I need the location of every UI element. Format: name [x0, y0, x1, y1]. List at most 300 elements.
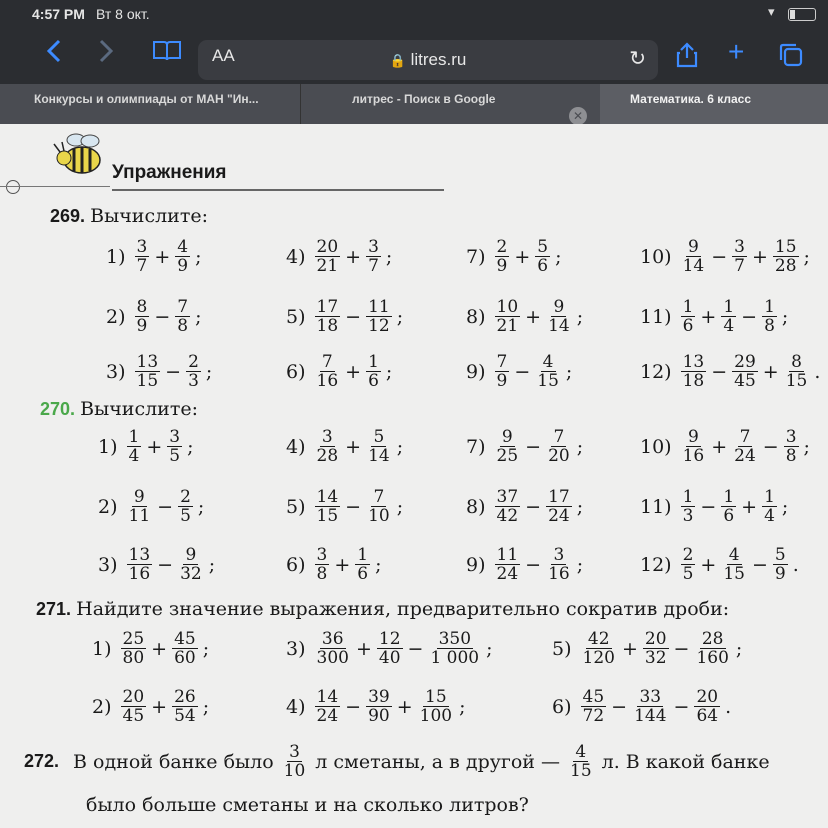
fraction [495, 298, 521, 335]
fraction [732, 428, 758, 465]
exercise-item [286, 630, 495, 667]
fraction [366, 428, 392, 465]
operator: + [621, 637, 638, 660]
numerator: 2 [188, 352, 199, 372]
exercise-item [92, 688, 211, 725]
numerator: 39 [368, 687, 390, 707]
numerator: 14 [316, 487, 339, 507]
numerator: 36 [321, 629, 344, 649]
operator: − [711, 245, 728, 268]
fraction [681, 488, 696, 525]
operator: − [345, 695, 362, 718]
exercise-item [286, 238, 394, 275]
fraction [762, 298, 777, 335]
url-field[interactable] [198, 50, 658, 70]
operator: − [345, 305, 362, 328]
problem-text: Найдите значение выражения, предварительно сократив дроби: [76, 598, 730, 620]
tab-math-6[interactable] [600, 84, 828, 124]
item-end-punctuation: ; [486, 637, 493, 660]
fraction [495, 488, 521, 525]
problem-number: 272. [24, 751, 60, 771]
operator: + [741, 495, 758, 518]
denominator: 10 [368, 506, 390, 526]
numerator: 33 [639, 687, 662, 707]
item-label: 8) [466, 305, 486, 328]
numerator: 7 [553, 427, 565, 447]
operator: + [355, 637, 372, 660]
denominator: 42 [496, 506, 519, 526]
item-label: 11) [640, 495, 672, 518]
denominator: 8 [177, 316, 189, 336]
tabs-icon[interactable] [778, 42, 804, 73]
exercise-item [466, 353, 574, 390]
fraction [721, 488, 736, 525]
share-icon[interactable] [676, 42, 698, 73]
fraction [681, 546, 696, 583]
item-label: 11) [640, 305, 672, 328]
divider [0, 186, 110, 187]
item-label: 6) [552, 695, 572, 718]
fraction [121, 630, 147, 667]
fraction [315, 488, 341, 525]
fraction [784, 428, 799, 465]
fraction [546, 488, 572, 525]
item-label: 12) [640, 553, 672, 576]
fraction [546, 428, 572, 465]
exercise-item [640, 238, 812, 275]
operator: − [741, 305, 758, 328]
exercise-item [466, 428, 585, 465]
denominator: 15 [723, 564, 745, 584]
tab-label: литрес - Поиск в Google [352, 92, 496, 106]
operator: + [751, 245, 768, 268]
fraction [681, 238, 707, 275]
numerator: 7 [373, 487, 385, 507]
exercise-item [286, 488, 405, 525]
item-end-punctuation: ; [208, 553, 216, 576]
denominator: 300 [316, 648, 349, 668]
denominator: 5 [682, 564, 694, 584]
fraction [135, 353, 161, 390]
denominator: 15 [570, 761, 592, 781]
operator: − [751, 553, 768, 576]
denominator: 6 [682, 316, 694, 336]
problem-text: было больше сметаны и на сколько литров? [86, 794, 529, 816]
denominator: 7 [136, 256, 148, 276]
divider [112, 189, 444, 191]
numerator: 5 [373, 427, 385, 447]
numerator: 1 [723, 297, 735, 317]
numerator: 9 [501, 427, 513, 447]
operator: + [700, 553, 717, 576]
section-title: Упражнения [112, 162, 227, 183]
numerator: 1 [764, 487, 775, 507]
item-label: 10) [640, 435, 672, 458]
denominator: 8 [764, 316, 775, 336]
operator: + [345, 360, 362, 383]
exercise-item [286, 546, 384, 583]
fraction [495, 353, 510, 390]
numerator: 4 [728, 545, 740, 565]
numerator: 9 [688, 237, 699, 257]
item-label: 8) [466, 495, 486, 518]
item-label: 3) [106, 360, 126, 383]
tab-litres-search[interactable] [300, 84, 601, 124]
numerator: 11 [368, 297, 390, 317]
denominator: 60 [174, 648, 196, 668]
numerator: 7 [321, 352, 333, 372]
numerator: 9 [688, 427, 699, 447]
denominator: 15 [785, 371, 808, 391]
numerator: 13 [136, 352, 159, 372]
denominator: 14 [368, 446, 390, 466]
numerator: 29 [734, 352, 756, 372]
fraction [175, 298, 190, 335]
item-label: 12) [640, 360, 672, 383]
problem-text: Вычислите: [80, 398, 198, 420]
fraction [315, 238, 341, 275]
numerator: 1 [128, 427, 140, 447]
exercise-item [286, 353, 394, 390]
operator: − [154, 305, 171, 328]
operator: + [762, 360, 779, 383]
operator: − [157, 495, 174, 518]
exercise-item [552, 630, 744, 667]
item-end-punctuation: . [814, 360, 821, 383]
fraction [366, 353, 381, 390]
chevron-right-icon[interactable] [96, 38, 116, 69]
denominator: 10 [283, 761, 306, 781]
fraction [315, 353, 341, 390]
operator: + [151, 637, 168, 660]
denominator: 5 [169, 446, 181, 466]
denominator: 15 [136, 371, 159, 391]
denominator: 120 [582, 648, 615, 668]
operator: − [525, 495, 542, 518]
numerator: 13 [128, 545, 151, 565]
item-end-punctuation: ; [195, 245, 202, 268]
denominator: 64 [696, 706, 719, 726]
fraction [495, 238, 510, 275]
fraction [694, 688, 720, 725]
fraction [366, 238, 381, 275]
item-end-punctuation: ; [202, 637, 210, 660]
status-time: 4:57 PM [32, 6, 85, 22]
numerator: 2 [682, 545, 694, 565]
item-label: 5) [552, 637, 572, 660]
item-end-punctuation: ; [576, 495, 584, 518]
numerator: 12 [378, 629, 401, 649]
numerator: 4 [575, 742, 587, 762]
item-end-punctuation: ; [197, 495, 205, 518]
denominator: 25 [496, 446, 519, 466]
problem-header-271 [36, 598, 729, 620]
bee-icon [52, 130, 110, 184]
denominator: 24 [734, 446, 756, 466]
problem-text: Вычислите: [90, 205, 208, 227]
item-label: 1) [92, 637, 112, 660]
operator: + [146, 435, 163, 458]
exercise-item [640, 488, 790, 525]
denominator: 16 [682, 446, 705, 466]
denominator: 72 [582, 706, 605, 726]
fraction [535, 238, 550, 275]
fraction [784, 353, 810, 390]
operator: + [525, 305, 542, 328]
item-label: 2) [106, 305, 126, 328]
operator: + [151, 695, 168, 718]
numerator: 15 [774, 237, 797, 257]
item-label: 7) [466, 245, 486, 268]
denominator: 16 [128, 564, 151, 584]
item-label: 3) [98, 553, 118, 576]
numerator: 9 [553, 297, 565, 317]
numerator: 42 [587, 629, 610, 649]
tab-bar [0, 84, 828, 124]
operator: − [407, 637, 424, 660]
numerator: 4 [177, 237, 189, 257]
denominator: 5 [180, 506, 191, 526]
operator: − [711, 360, 728, 383]
denominator: 18 [682, 371, 705, 391]
denominator: 28 [316, 446, 339, 466]
operator: − [157, 553, 174, 576]
item-end-punctuation: ; [375, 553, 382, 576]
problem-272-line1 [24, 743, 770, 780]
denominator: 20 [548, 446, 570, 466]
denominator: 7 [368, 256, 379, 276]
numerator: 3 [169, 427, 181, 447]
exercise-item [106, 238, 204, 275]
fraction [167, 428, 182, 465]
item-end-punctuation: ; [555, 245, 562, 268]
address-bar[interactable] [198, 40, 658, 80]
item-end-punctuation: . [792, 553, 799, 576]
operator: + [711, 435, 728, 458]
fraction [428, 630, 481, 667]
denominator: 32 [180, 564, 202, 584]
numerator: 2 [180, 487, 191, 507]
denominator: 9 [136, 316, 148, 336]
exercise-item [286, 428, 405, 465]
numerator: 28 [701, 629, 724, 649]
numerator: 20 [122, 687, 145, 707]
problem-number: 271. [36, 599, 72, 619]
fraction [418, 688, 454, 725]
operator: − [700, 495, 717, 518]
item-end-punctuation: ; [781, 495, 789, 518]
fraction [135, 238, 150, 275]
numerator: 8 [136, 297, 148, 317]
item-end-punctuation: ; [396, 435, 404, 458]
fraction [581, 630, 617, 667]
operator: − [762, 435, 779, 458]
denominator: 15 [316, 506, 339, 526]
numerator: 1 [723, 487, 735, 507]
denominator: 11 [128, 506, 151, 526]
item-end-punctuation: ; [735, 637, 743, 660]
operator: − [525, 553, 542, 576]
denominator: 9 [496, 371, 508, 391]
numerator: 3 [136, 237, 148, 257]
tab-konkursy[interactable] [0, 84, 301, 124]
fraction [315, 546, 330, 583]
numerator: 3 [553, 545, 565, 565]
fraction [762, 488, 777, 525]
item-end-punctuation: ; [385, 245, 393, 268]
denominator: 18 [316, 316, 339, 336]
fraction [172, 630, 198, 667]
item-end-punctuation: ; [396, 305, 404, 328]
numerator: 1 [357, 545, 369, 565]
denominator: 21 [496, 316, 519, 336]
denominator: 45 [734, 371, 756, 391]
item-end-punctuation: ; [187, 435, 194, 458]
fraction [546, 546, 572, 583]
numerator: 4 [542, 352, 554, 372]
denominator: 9 [177, 256, 189, 276]
exercise-item [466, 546, 585, 583]
item-end-punctuation: ; [781, 305, 789, 328]
exercise-item [466, 238, 564, 275]
fraction [721, 298, 736, 335]
numerator: 10 [496, 297, 519, 317]
operator: − [165, 360, 182, 383]
battery-icon [788, 8, 816, 21]
operator: + [700, 305, 717, 328]
fraction [377, 630, 403, 667]
fraction [681, 353, 707, 390]
fraction [355, 546, 370, 583]
numerator: 45 [174, 629, 196, 649]
close-icon[interactable]: ✕ [569, 107, 587, 125]
fraction [282, 743, 308, 780]
item-end-punctuation: ; [576, 435, 584, 458]
item-label: 4) [286, 245, 306, 268]
denominator: 45 [122, 706, 145, 726]
exercise-item [640, 546, 801, 583]
denominator: 100 [419, 706, 453, 726]
denominator: 80 [122, 648, 145, 668]
operator: − [525, 435, 542, 458]
denominator: 4 [128, 446, 140, 466]
fraction [681, 428, 707, 465]
fraction [721, 546, 747, 583]
status-date: Вт 8 окт. [96, 6, 150, 22]
item-label: 6) [286, 553, 306, 576]
item-label: 7) [466, 435, 486, 458]
denominator: 8 [316, 564, 328, 584]
exercise-item [466, 298, 585, 335]
exercise-item [98, 546, 217, 583]
denominator: 15 [537, 371, 559, 391]
denominator: 1 000 [430, 648, 480, 668]
item-end-punctuation: ; [565, 360, 573, 383]
fraction [315, 298, 341, 335]
fraction [178, 488, 193, 525]
fraction [694, 630, 730, 667]
denominator: 16 [548, 564, 570, 584]
chevron-left-icon[interactable] [44, 38, 64, 69]
fraction [568, 743, 594, 780]
wifi-icon: ▾ [768, 4, 775, 19]
denominator: 54 [174, 706, 196, 726]
numerator: 13 [682, 352, 705, 372]
numerator: 25 [122, 629, 145, 649]
plus-icon[interactable]: + [728, 36, 745, 67]
fraction [178, 546, 204, 583]
numerator: 1 [682, 487, 694, 507]
item-label: 9) [466, 553, 486, 576]
denominator: 8 [785, 446, 797, 466]
item-label: 6) [286, 360, 306, 383]
exercise-item [640, 353, 822, 390]
fraction [773, 546, 788, 583]
exercise-item [286, 298, 405, 335]
fraction [172, 688, 198, 725]
item-label: 2) [92, 695, 112, 718]
reload-icon[interactable]: ↻ [629, 48, 646, 70]
fraction [315, 428, 341, 465]
problem-text: л. В какой банке [601, 750, 770, 773]
numerator: 3 [321, 427, 333, 447]
item-end-punctuation: ; [205, 360, 213, 383]
numerator: 3 [368, 237, 379, 257]
fraction [121, 688, 147, 725]
numerator: 2 [496, 237, 508, 257]
numerator: 9 [185, 545, 197, 565]
fraction [186, 353, 201, 390]
denominator: 32 [644, 648, 667, 668]
denominator: 6 [357, 564, 369, 584]
numerator: 15 [425, 687, 447, 707]
book-icon[interactable] [152, 40, 182, 67]
denominator: 24 [496, 564, 519, 584]
denominator: 7 [734, 256, 745, 276]
operator: − [514, 360, 531, 383]
exercise-item [92, 630, 211, 667]
denominator: 3 [188, 371, 199, 391]
numerator: 5 [537, 237, 549, 257]
numerator: 7 [496, 352, 508, 372]
item-label: 5) [286, 305, 306, 328]
denominator: 160 [696, 648, 729, 668]
exercise-item [640, 428, 812, 465]
item-end-punctuation: ; [576, 553, 584, 576]
problem-text: В одной банке было [73, 750, 274, 773]
item-label: 1) [106, 245, 126, 268]
denominator: 14 [682, 256, 705, 276]
fraction [495, 428, 521, 465]
reader-text-size-button[interactable]: AA [212, 46, 235, 65]
exercise-item [552, 688, 733, 725]
exercise-item [106, 298, 204, 335]
problem-number: 270. [40, 399, 76, 419]
numerator: 1 [682, 297, 694, 317]
item-end-punctuation: ; [459, 695, 466, 718]
problem-number: 269. [50, 206, 86, 226]
page-hole-marker [6, 180, 20, 194]
fraction [732, 353, 758, 390]
exercise-item [98, 428, 196, 465]
denominator: 40 [378, 648, 401, 668]
item-end-punctuation: ; [803, 435, 810, 458]
numerator: 7 [739, 427, 751, 447]
fraction [175, 238, 190, 275]
denominator: 3 [682, 506, 694, 526]
fraction [773, 238, 799, 275]
denominator: 24 [316, 706, 339, 726]
